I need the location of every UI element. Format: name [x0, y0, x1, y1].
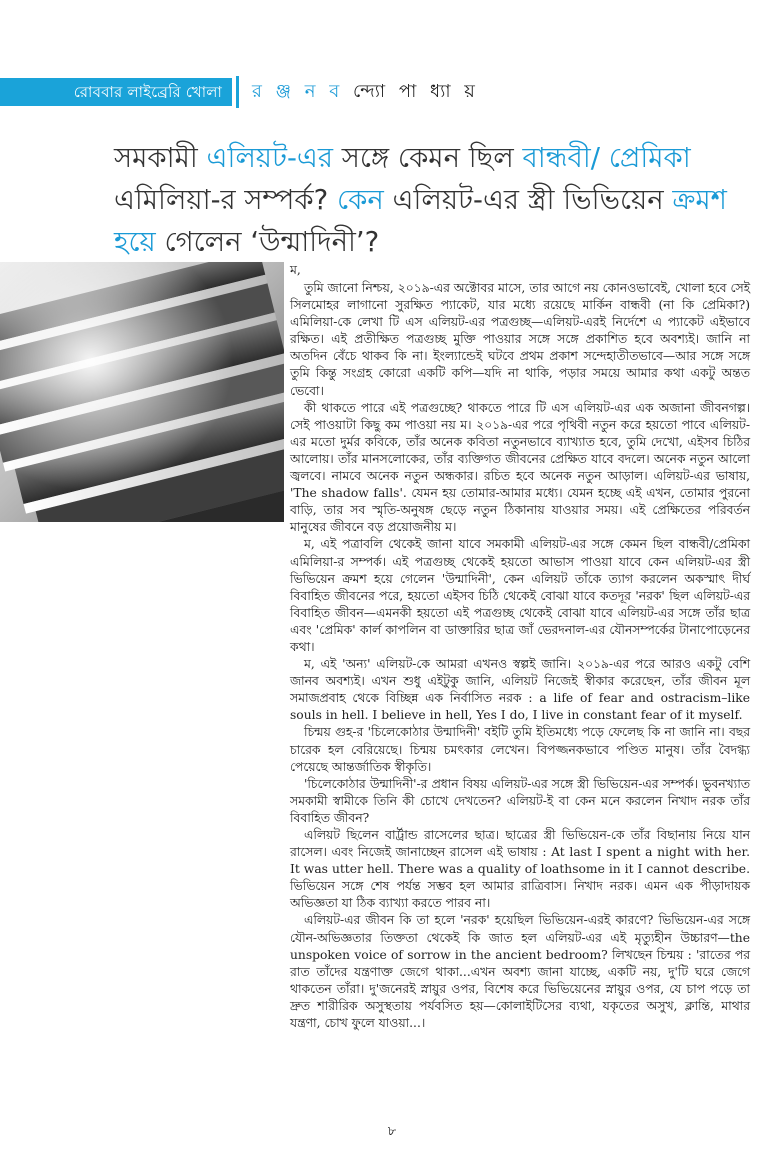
article-paragraph: ম, এই পত্রাবলি থেকেই জানা যাবে সমকামী এলিয়ট-এর সঙ্গে কেমন ছিল বান্ধবী/প্রেমিকা এমিলিয়া-র সম্পর্ক। এই পত্রগুচ্ছ থেকেই হয়তো আভাস পাওয়া যাবে কেন এলিয়ট-এর স্ত্রী ভিভিয়েন ক্রমশ হয়ে গেলেন 'উন্মাদিনী', কেন এলিয়ট তাঁকে ত্যাগ করলেন অকস্মাৎ দীর্ঘ বিবাহিত জীবনের পরে, হয়তো এইসব চিঠি থেকেই বোঝা যাবে কতদূর 'নরক' ছিল এলিয়ট-এর বিবাহিত জীবন—এমনকী হয়তো এই পত্রগুচ্ছ থেকেই বোঝা যাবে এলিয়ট-এর সঙ্গে তাঁর ছাত্র এবং 'প্রেমিক' কার্ল কাপলিন বা ডাক্তারির ছাত্র জাঁ ভেরদনাল-এর যৌনসম্পর্কের টানাপোড়েনের কথা।	[290, 537, 750, 654]
headline	[114, 137, 754, 263]
headline-highlight: ক্রমশ হয়ে	[114, 184, 727, 258]
article-paragraph: এলিয়ট ছিলেন বার্ট্রান্ড রাসেলের ছাত্র। ছাত্রের স্ত্রী ভিভিয়েন-কে তাঁর বিছানায় নিয়ে যান রাসেল। এবং নিজেই জানাচ্ছেন রাসেল এই ভাষায় : At last I spent a night with her. It was utter hell. There was a quality of loathsome in it I cannot describe. ভিভিয়েন সঙ্গে শেষ পর্যন্ত সম্ভব হল আমার রাত্রিবাস। নিখাদ নরক। এমন এক পীড়াদায়ক অভিজ্ঞতা যা ঠিক ব্যাখ্যা করতে পারব না।	[290, 828, 750, 911]
headline-highlight: বান্ধবী/ প্রেমিকা	[522, 142, 691, 174]
author-name	[252, 80, 479, 104]
article-paragraph: 'চিলেকোঠার উন্মাদিনী'-র প্রধান বিষয় এলিয়ট-এর সঙ্গে স্ত্রী ভিভিয়েন-এর সম্পর্ক। ভুবনখ্যাত সমকামী স্বামীকে তিনি কী চোখে দেখতেন? এলিয়ট-ই বা কেন মনে করলেন নিখাদ নরক তাঁর বিবাহিত জীবন?	[290, 776, 750, 825]
article-paragraph: এলিয়ট-এর জীবন কি তা হলে 'নরক' হয়েছিল ভিভিয়েন-এরই কারণে? ভিভিয়েন-এর সঙ্গে যৌন-অভিজ্ঞতার তিক্ততা থেকেই কি জাত হল এলিয়ট-এর এই মৃত্যুহীন উচ্চারণ—the unspoken voice of sorrow in the ancient bedroom? লিখছেন চিন্ময় : 'রাতের পর রাত তাঁদের যন্ত্রণাক্ত জেগে থাকা...এখন অবশ্য জানা যাচ্ছে, একটি নয়, দু'টি ঘরে জেগে থাকতেন তাঁরা। দু'জনেরই স্নায়ুর ওপর, বিশেষ করে ভিভিয়েনের স্নায়ুর ওপর, যে চাপ পড়ে তা দ্রুত শারীরিক অসুস্থতায় পর্যবসিত হয়—কোলাইটিসের ব্যথা, যকৃতের অসুখ, ক্লান্তি, মাথার যন্ত্রণা, চোখ ফুলে যাওয়া...।	[290, 913, 750, 1031]
column-tag: রোববার লাইব্রেরি খোলা	[0, 78, 232, 106]
headline-part: এলিয়ট-এর স্ত্রী ভিভিয়েন	[383, 184, 673, 216]
headline-part: গেলেন ‘উন্মাদিনী’?	[155, 226, 380, 258]
salutation: ম,	[290, 263, 301, 277]
author-rest: ন্দ্যো পা ধ্যা য়	[352, 81, 479, 102]
headline-highlight: এলিয়ট-এর	[206, 142, 333, 174]
headline-part: সঙ্গে কেমন ছিল	[332, 142, 523, 174]
tag-divider	[236, 76, 239, 108]
books-illustration	[0, 262, 284, 522]
article-paragraph: চিন্ময় গুহ-র 'চিলেকোঠার উন্মাদিনী' বইটি তুমি ইতিমধ্যে পড়ে ফেলেছ কি না জানি না। বছর চারেক হল বেরিয়েছে। চিন্ময় চমৎকার লেখেন। বিপজ্জনকভাবে পণ্ডিত মানুষ। তাঁর বৈদগ্ধ্য পেয়েছে আন্তর্জাতিক স্বীকৃতি।	[290, 725, 750, 774]
article-paragraph: তুমি জানো নিশ্চয়, ২০১৯-এর অক্টোবর মাসে, তার আগে নয় কোনওভাবেই, খোলা হবে সেই সিলমোহর লাগানো সুরক্ষিত প্যাকেট, যার মধ্যে রয়েছে মার্কিন বান্ধবী (না কি প্রেমিকা?) এমিলিয়া-কে লেখা টি এস এলিয়ট-এর পত্রগুচ্ছ—এলিয়ট-এরই নির্দেশে এ প্যাকেট এইভাবে রক্ষিত। এই প্রতীক্ষিত পত্রগুচ্ছ মুক্তি পাওয়ার সঙ্গে সঙ্গে প্রকাশিত হবে অবশ্যই। জানি না অতদিন বেঁচে থাকব কি না। ইংল্যান্ডেই ঘটবে প্রথম প্রকাশ সন্দেহাতীতভাবে—আর সঙ্গে সঙ্গে তুমি কিন্তু সংগ্রহ কোরো একটি কপি—যদি না থাকি, পড়ার সময়ে আমার কথা একটু অন্তত ভেবো।	[290, 281, 751, 398]
article-body	[290, 262, 750, 1032]
page-number: ৮	[387, 1124, 397, 1139]
author-first-name: র ঞ্জ ন	[252, 81, 320, 102]
article-paragraph: ম, এই 'অন্য' এলিয়ট-কে আমরা এখনও স্বল্পই জানি। ২০১৯-এর পরে আরও একটু বেশি জানব অবশ্যই। এখন শুধু এইটুকু জানি, এলিয়ট নিজেই স্বীকার করেছেন, তাঁর জীবন মূল সমাজপ্রবাহ থেকে বিচ্ছিন্ন এক নির্বাসিত নরক : a life of fear and ostracism–like souls in hell. I believe in hell, Yes I do, I live in constant fear of it myself.	[290, 657, 750, 723]
headline-part: সমকামী	[114, 142, 207, 174]
headline-part: এমিলিয়া-র সম্পর্ক?	[114, 184, 337, 216]
books-photo	[0, 262, 284, 522]
headline-highlight: কেন	[337, 184, 384, 216]
author-initial: ব	[329, 81, 344, 102]
article-paragraph: কী থাকতে পারে এই পত্রগুচ্ছে? থাকতে পারে টি এস এলিয়ট-এর এক অজানা জীবনগল্প। সেই পাওয়াটা কিছু কম পাওয়া নয় ম। ২০১৯-এর পরে পৃথিবী নতুন করে হয়তো পাবে এলিয়ট-এর মতো দুর্মর কবিকে, তাঁর অনেক কবিতা নতুনভাবে ব্যাখ্যাত হবে, তুমি দেখো, এইসব চিঠির আলোয়। তাঁর মানসলোকের, তাঁর ব্যক্তিগত জীবনের প্রেক্ষিত যাবে বদলে। অনেক নতুন আলো জ্বলবে। নামবে অনেক নতুন অন্ধকার। রচিত হবে অনেক নতুন আড়াল। এলিয়ট-এর ভাষায়, 'The shadow falls'. যেমন হয় তোমার-আমার মধ্যে। যেমন হচ্ছে এই এখন, তোমার পুরনো বাড়ি, তার সব স্মৃতি-অনুষঙ্গ ছেড়ে নতুন ঠিকানায় যাওয়ার সময়। এই প্রেক্ষিতের পরিবর্তন মানুষের জীবনে বড় প্রয়োজনীয় ম।	[290, 400, 750, 535]
